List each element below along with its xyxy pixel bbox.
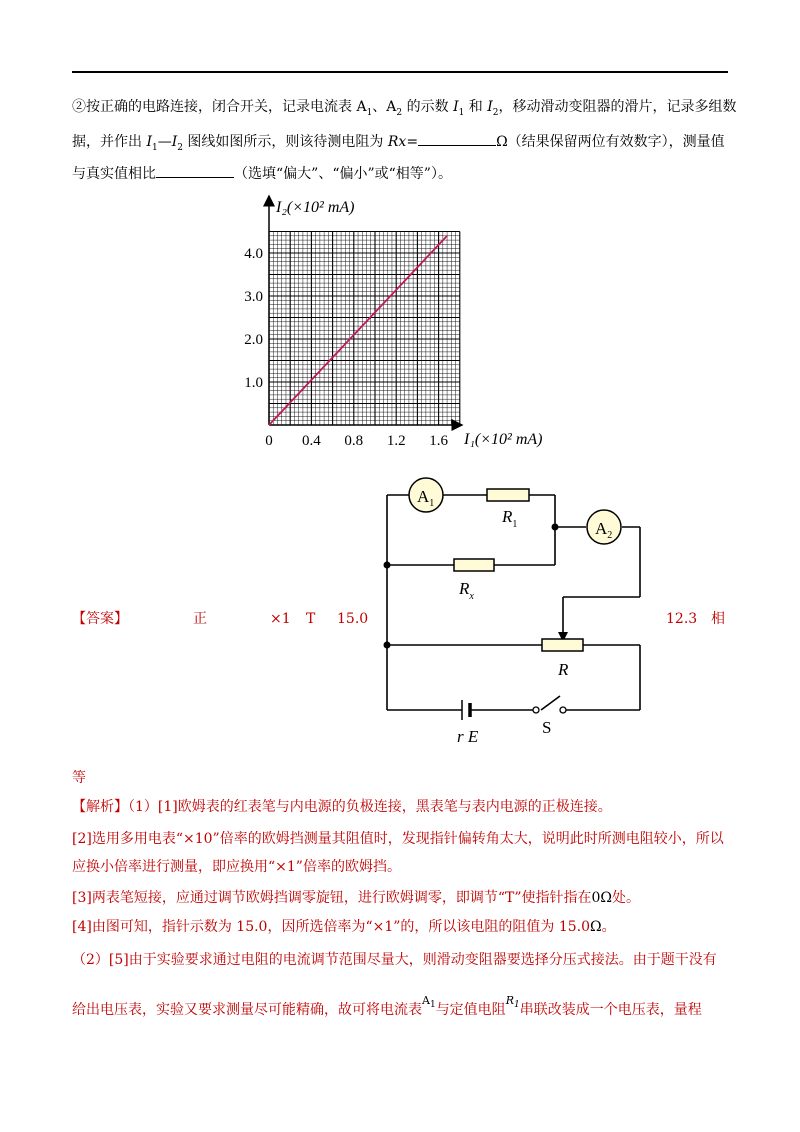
y-axis-label: I₂(×10² mA): [276, 199, 355, 216]
answer-6-part1: 相: [711, 611, 725, 627]
analysis-para-1: 【解析】（1）[1]欧姆表的红表笔与内电源的负极连接，黑表笔与表内电源的正极连接。: [72, 799, 612, 815]
answer-6-part2: 等: [72, 770, 86, 786]
answer-4: 15.0: [337, 611, 369, 627]
y-tick-label: 1.0: [244, 375, 263, 391]
ammeter-a2-label: $A_2$: [595, 519, 613, 541]
x-tick-label: 1.2: [386, 433, 406, 449]
y-tick-label: 4.0: [244, 246, 263, 262]
header-rule: [72, 71, 728, 73]
circuit-diagram: [370, 470, 660, 760]
analysis-para-2a: [2]选用多用电表“×10”倍率的欧姆挡测量其阻值时，发现指针偏转角太大，说明此时所测电阻较小，所以: [72, 831, 724, 847]
rheostat-r-label: R: [558, 660, 569, 679]
chart-grid-minor: [269, 232, 460, 426]
switch-contact-left: [533, 707, 539, 713]
question-line-3: 与真实值相比 （选填“偏大”、“偏小”或“相等”）。: [72, 166, 452, 182]
answer-1: 正: [193, 611, 207, 627]
resistor-rx-label: $R_x$: [459, 579, 474, 602]
i1-i2-chart: [230, 190, 550, 460]
resistor-r1: [487, 489, 529, 501]
question-line-2: 据，并作出 $I_1—I_2$ 图线如图所示，则该待测电阻为 Rx= Ω（结果保留两位有效数字），测量值: [72, 134, 725, 153]
ammeter-a1-label: $A_1$: [417, 487, 435, 509]
answer-blank-compare: [156, 164, 234, 178]
junction-dot: [384, 642, 391, 649]
analysis-para-6: 给出电压表，实验又要求测量尽可能精确，故可将电流表$^{A_1}$与定值电阻$^{R_1}$串联改装成一个电压表，量程: [72, 994, 702, 1018]
question-line-1: ②按正确的电路连接，闭合开关，记录电流表 $A_1$、$A_2$ 的示数 $I_1$ 和 $I_2$，移动滑动变阻器的滑片，记录多组数: [72, 99, 737, 118]
answer-5: 12.3: [666, 611, 698, 627]
analysis-para-2b: 应换小倍率进行测量，即应换用“×1”倍率的欧姆挡。: [72, 859, 401, 875]
x-tick-label: 0.4: [302, 433, 321, 449]
x-axis-label: I₁(×10² mA): [464, 431, 543, 448]
junction-dot: [384, 562, 391, 569]
chart-grid-major: [269, 232, 460, 426]
answer-blank-rx: [418, 132, 496, 146]
x-tick-label: 1.6: [429, 433, 448, 449]
y-tick-label: 2.0: [244, 332, 263, 348]
y-tick-label: 3.0: [244, 289, 263, 305]
answer-2: ×1: [270, 611, 291, 627]
analysis-para-3: [3]两表笔短接，应通过调节欧姆挡调零旋钮，进行欧姆调零，即调节“T”使指针指在0Ω处。: [72, 890, 640, 906]
switch-s-label: S: [542, 718, 552, 737]
junction-dot: [552, 524, 559, 531]
x-tick-label: 0: [265, 433, 273, 449]
resistor-rx: [454, 559, 494, 571]
answer-tag: 【答案】: [72, 611, 128, 627]
source-label: r E: [457, 727, 479, 746]
analysis-para-4: [4]由图可知，指针示数为 15.0，因所选倍率为“×1”的，所以该电阻的阻值为 15.0Ω。: [72, 919, 616, 935]
rheostat-r: [542, 639, 583, 651]
resistor-r1-label: $R_1$: [502, 507, 518, 530]
answer-3: T: [306, 611, 316, 627]
x-tick-label: 0.8: [344, 433, 364, 449]
analysis-para-5: （2）[5]由于实验要求通过电阻的电流调节范围尽量大，则滑动变阻器要选择分压式接法。由于题干没有: [72, 952, 717, 968]
switch-contact-right: [560, 707, 566, 713]
